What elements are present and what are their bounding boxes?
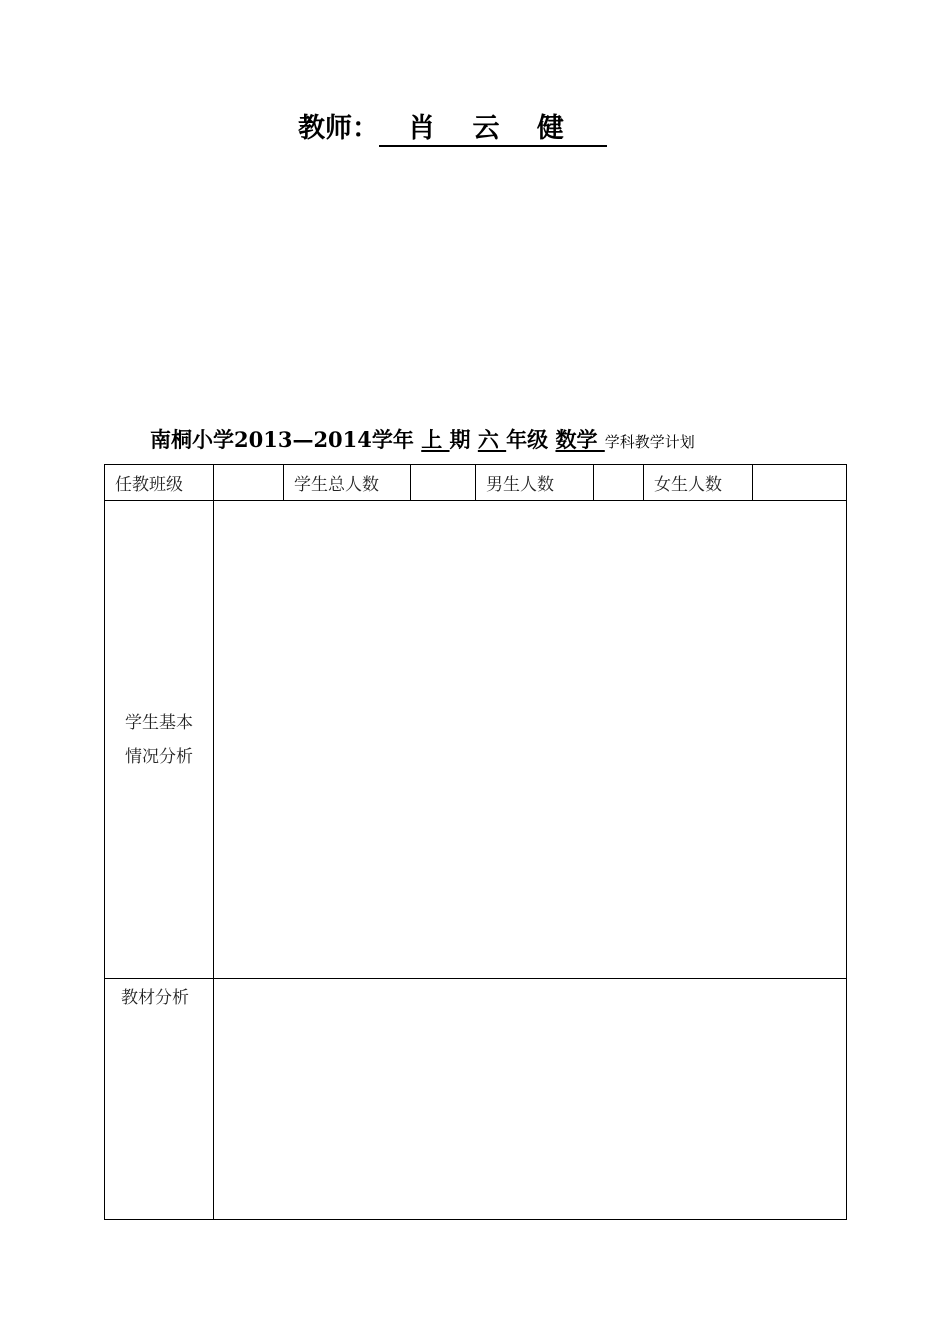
grade-value: 六 bbox=[477, 427, 507, 452]
student-analysis-row bbox=[105, 501, 847, 979]
teacher-line bbox=[298, 106, 607, 147]
school-year: 南桐小学2013—2014学年 bbox=[150, 427, 414, 452]
term-value: 上 bbox=[421, 427, 450, 452]
classes-label: 任教班级 bbox=[105, 465, 214, 501]
student-analysis-label-line1: 学生基本 bbox=[125, 712, 193, 733]
material-analysis-content-field[interactable] bbox=[214, 979, 847, 1220]
student-analysis-content-field[interactable] bbox=[214, 501, 847, 979]
girls-count-value-field[interactable] bbox=[753, 465, 847, 501]
boys-count-label: 男生人数 bbox=[476, 465, 594, 501]
classes-value-field[interactable] bbox=[214, 465, 284, 501]
title-suffix: 学科教学计划 bbox=[604, 433, 695, 451]
total-students-value-field[interactable] bbox=[411, 465, 476, 501]
material-analysis-row bbox=[105, 979, 847, 1220]
total-students-label: 学生总人数 bbox=[284, 465, 411, 501]
student-analysis-label bbox=[105, 501, 214, 979]
boys-count-value-field[interactable] bbox=[594, 465, 644, 501]
teaching-plan-table bbox=[104, 464, 847, 1220]
teacher-label: 教师： bbox=[298, 113, 379, 144]
header-row bbox=[105, 465, 847, 501]
material-analysis-label: 教材分析 bbox=[105, 979, 214, 1220]
teacher-name: 肖 云 健 bbox=[379, 113, 607, 147]
plan-title bbox=[150, 424, 695, 454]
subject-value: 数学 bbox=[555, 427, 605, 452]
grade-suffix: 年级 bbox=[506, 427, 549, 452]
girls-count-label: 女生人数 bbox=[644, 465, 753, 501]
student-analysis-label-line2: 情况分析 bbox=[125, 746, 193, 767]
term-suffix: 期 bbox=[449, 427, 471, 452]
